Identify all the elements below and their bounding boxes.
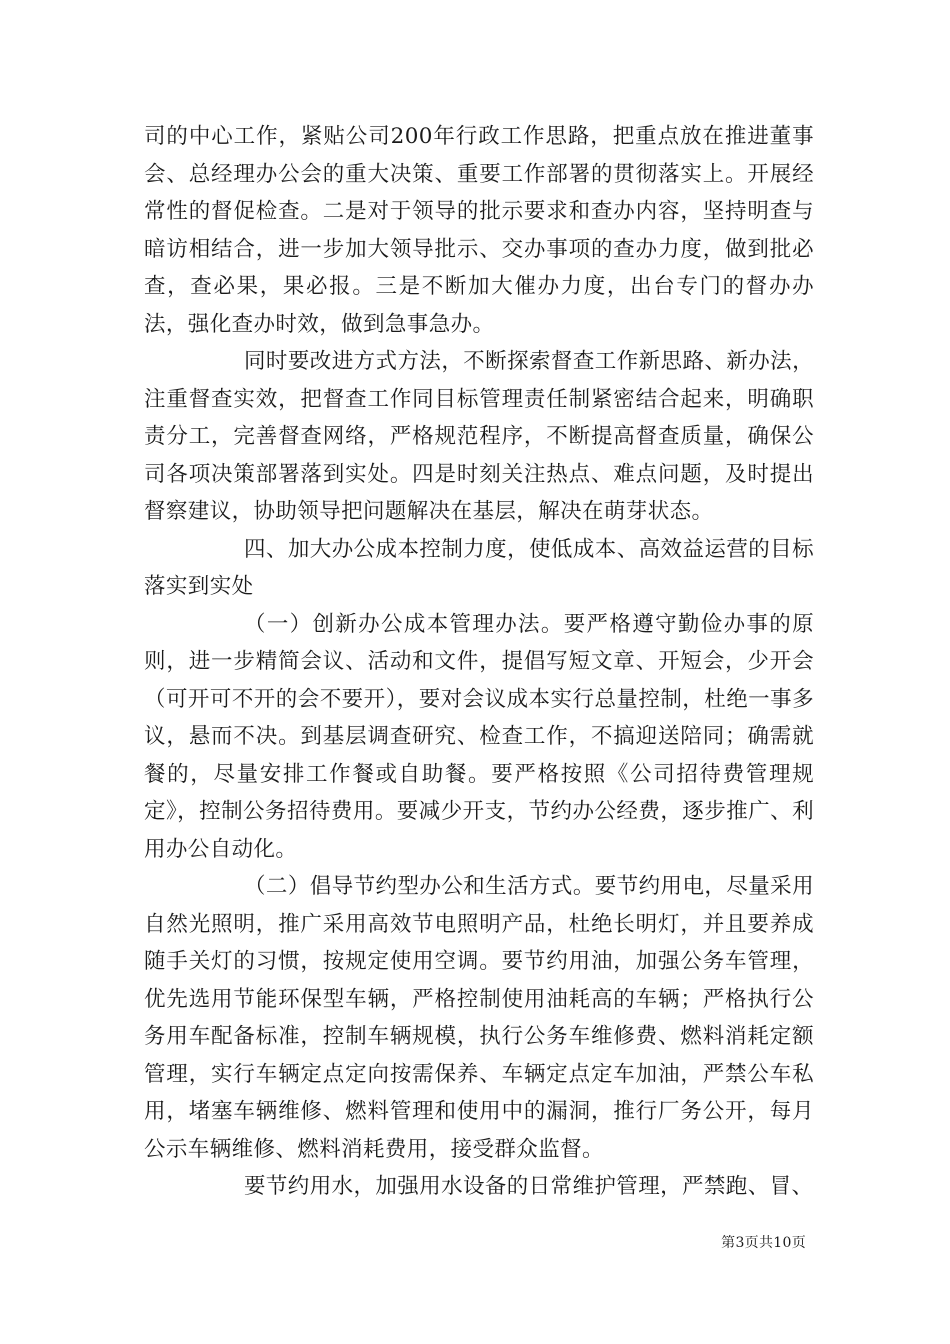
page-number-footer: 第3页共10页 — [721, 1235, 806, 1251]
section-heading-cost-control: 四、加大办公成本控制力度，使低成本、高效益运营的目标落实到实处 — [144, 536, 814, 599]
paragraph-continuation: 司的中心工作，紧贴公司200年行政工作思路，把重点放在推进董事会、总经理办公会的重大决策、重要工作部署的贯彻落实上。开展经常性的督促检查。二是对于领导的批示要求和查办内容，坚持明查与暗访相结合，进一步加大领导批示、交办事项的查办力度，做到批必查，查必果，果必报。三是不断加大催办力度，出台专门的督办办法，强化查办时效，做到急事急办。 — [144, 124, 814, 337]
paragraph-supervision-methods: 同时要改进方式方法，不断探索督查工作新思路、新办法，注重督查实效，把督查工作同目标管理责任制紧密结合起来，明确职责分工，完善督查网络，严格规范程序，不断提高督查质量，确保公司各项决策部署落到实处。四是时刻关注热点、难点问题，及时提出督察建议，协助领导把问题解决在基层，解决在萌芽状态。 — [144, 349, 814, 524]
document-body — [144, 118, 814, 1206]
paragraph-energy-saving: （二）倡导节约型办公和生活方式。要节约用电，尽量采用自然光照明，推广采用高效节电照明产品，杜绝长明灯，并且要养成随手关灯的习惯，按规定使用空调。要节约用油，加强公务车管理，优先选用节能环保型车辆，严格控制使用油耗高的车辆；严格执行公务用车配备标准，控制车辆规模，执行公务车维修费、燃料消耗定额管理，实行车辆定点定向按需保养、车辆定点定车加油，严禁公车私用，堵塞车辆维修、燃料管理和使用中的漏洞，推行厂务公开，每月公示车辆维修、燃料消耗费用，接受群众监督。 — [144, 874, 814, 1162]
paragraph-water-saving: 要节约用水，加强用水设备的日常维护管理，严禁跑、冒、 — [244, 1174, 814, 1199]
paragraph-cost-management: （一）创新办公成本管理办法。要严格遵守勤俭办事的原则，进一步精简会议、活动和文件，提倡写短文章、开短会，少开会（可开可不开的会不要开），要对会议成本实行总量控制，杜绝一事多议，悬而不决。到基层调查研究、检查工作，不搞迎送陪同；确需就餐的，尽量安排工作餐或自助餐。要严格按照《公司招待费管理规定》，控制公务招待费用。要减少开支，节约办公经费，逐步推广、利用办公自动化。 — [144, 611, 814, 862]
